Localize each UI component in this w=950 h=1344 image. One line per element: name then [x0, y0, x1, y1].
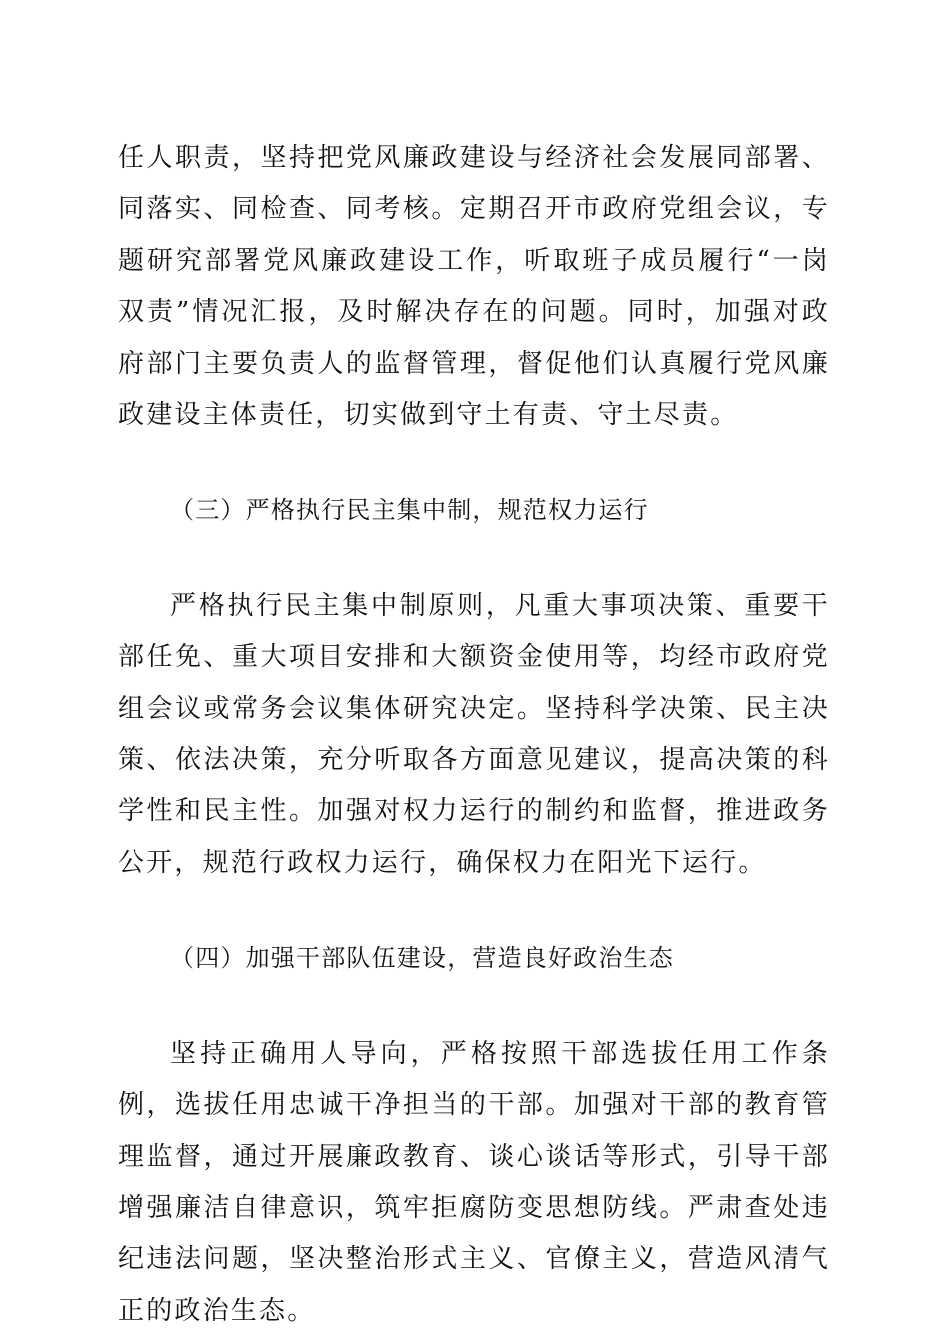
section-heading-3: （三）严格执行民主集中制，规范权力运行 — [170, 496, 649, 525]
paragraph-spacer — [118, 985, 830, 1029]
paragraph-cadre-building: 坚持正确用人导向，严格按照干部选拔任用工作条例，选拔任用忠诚干净担当的干部。加强对干部的教育管理监督，通过开展廉政教育、谈心谈话等形式，引导干部增强廉洁自律意识，筑牢拒腐防变思想防线。严肃查处违纪违法问题，坚决整治形式主义、官僚主义，营造风清气正的政治生态。 — [118, 1038, 830, 1326]
section-heading-4: （四）加强干部队伍建设，营造良好政治生态 — [170, 944, 674, 973]
paragraph-spacer — [118, 441, 830, 485]
document-body — [118, 133, 830, 1337]
paragraph-spacer — [118, 537, 830, 581]
paragraph-spacer — [118, 889, 830, 933]
paragraph-responsibility: 任人职责，坚持把党风廉政建设与经济社会发展同部署、同落实、同检查、同考核。定期召开市政府党组会议，专题研究部署党风廉政建设工作，听取班子成员履行“一岗双责”情况汇报，及时解决存在的问题。同时，加强对政府部门主要负责人的监督管理，督促他们认真履行党风廉政建设主体责任，切实做到守土有责、守土尽责。 — [118, 143, 830, 431]
paragraph-democratic-centralism: 严格执行民主集中制原则，凡重大事项决策、重要干部任免、重大项目安排和大额资金使用等，均经市政府党组会议或常务会议集体研究决定。坚持科学决策、民主决策、依法决策，充分听取各方面意见建议，提高决策的科学性和民主性。加强对权力运行的制约和监督，推进政务公开，规范行政权力运行，确保权力在阳光下运行。 — [118, 590, 830, 878]
